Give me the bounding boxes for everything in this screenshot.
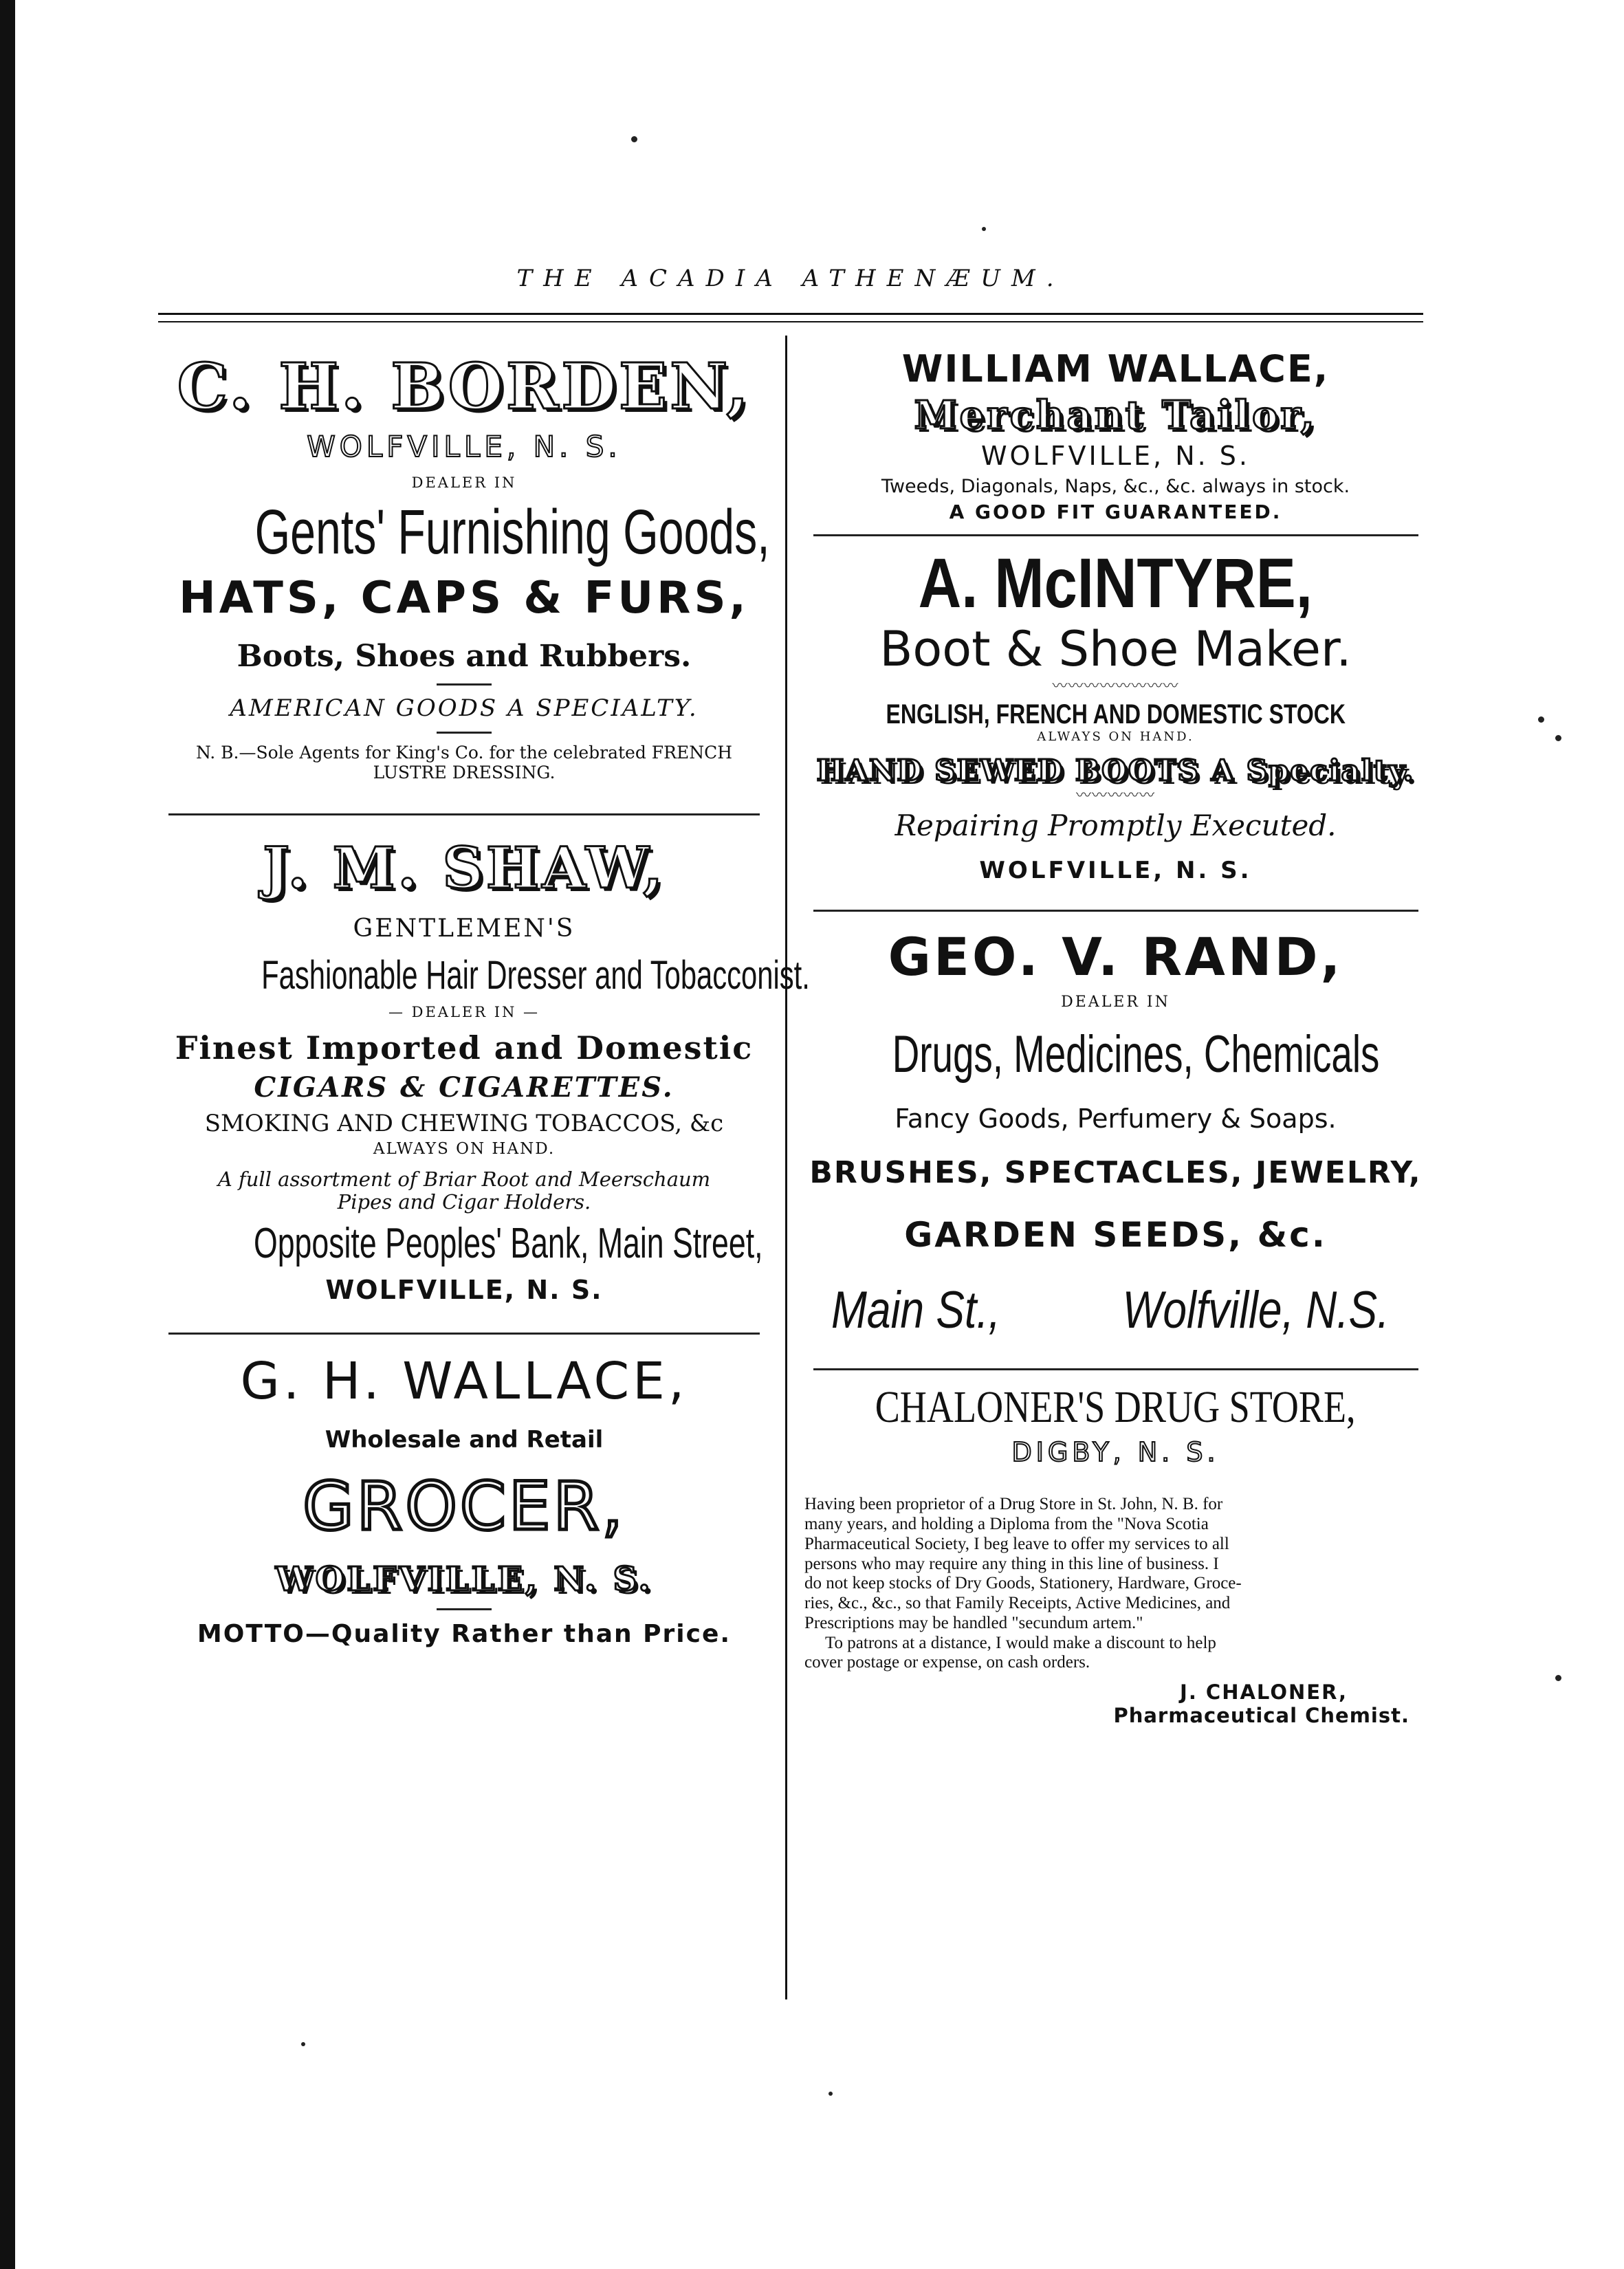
mcintyre-place: WOLFVILLE, N. S. xyxy=(979,857,1252,885)
advert-separator xyxy=(168,1333,760,1335)
ink-speck xyxy=(1555,1675,1561,1681)
chaloner-para-line: To patrons at a distance, I would make a discount to help xyxy=(825,1633,1216,1652)
shaw-assortment-1: A full assortment of Briar Root and Meerschaum xyxy=(217,1167,711,1191)
mcintyre-name: A. McINTYRE, xyxy=(918,544,1313,623)
rand-brushes: BRUSHES, SPECTACLES, JEWELRY, xyxy=(809,1155,1422,1191)
borden-line3: Boots, Shoes and Rubbers. xyxy=(237,638,692,674)
advert-borden xyxy=(155,351,773,783)
w-wallace-name: WILLIAM WALLACE, xyxy=(901,347,1330,391)
chaloner-title: Pharmaceutical Chemist. xyxy=(1113,1703,1409,1727)
borden-name: C. H. BORDEN, xyxy=(177,349,751,424)
ornament-wave: 〰〰〰〰〰 xyxy=(1075,787,1155,805)
advert-separator xyxy=(813,534,1418,536)
ink-speck xyxy=(1538,716,1544,723)
shaw-assortment-2: Pipes and Cigar Holders. xyxy=(337,1190,591,1214)
ink-speck xyxy=(301,2042,305,2046)
rand-seeds: GARDEN SEEDS, &c. xyxy=(904,1214,1327,1255)
w-wallace-place: WOLFVILLE, N. S. xyxy=(980,441,1250,472)
ink-speck xyxy=(1555,735,1561,741)
gh-wallace-motto: MOTTO—Quality Rather than Price. xyxy=(197,1620,732,1649)
gh-wallace-trade: Wholesale and Retail xyxy=(325,1425,604,1454)
borden-note-1: N. B.—Sole Agents for King's Co. for the celebrated FRENCH xyxy=(196,743,732,763)
mcintyre-hand-sewed: HAND SEWED BOOTS A Specialty. xyxy=(816,753,1415,787)
gh-wallace-grocer: GROCER, xyxy=(303,1467,626,1545)
shaw-always: ALWAYS ON HAND. xyxy=(373,1140,556,1159)
mcintyre-stock: ENGLISH, FRENCH AND DOMESTIC STOCK xyxy=(886,699,1346,730)
chaloner-para-line: Having been proprietor of a Drug Store in St. John, N. B. for xyxy=(804,1495,1223,1514)
header-rule xyxy=(158,321,1423,322)
chaloner-para-line: persons who may require any thing in this line of business. I xyxy=(804,1554,1219,1573)
shaw-name: J. M. SHAW, xyxy=(263,835,666,901)
shaw-place: WOLFVILLE, N. S. xyxy=(325,1274,603,1305)
chaloner-para-line: cover postage or expense, on cash orders. xyxy=(804,1653,1090,1672)
advert-separator xyxy=(813,1368,1418,1370)
borden-line2: HATS, CAPS & FURS, xyxy=(179,573,749,624)
ink-speck xyxy=(829,2092,833,2096)
chaloner-paragraph xyxy=(804,1495,1409,1673)
shaw-dealer: — DEALER IN — xyxy=(388,1004,540,1021)
borden-line1: Gents' Furnishing Goods, xyxy=(254,497,770,568)
gh-wallace-place: WOLFVILLE, N. S. xyxy=(275,1560,653,1599)
shaw-gent: GENTLEMEN'S xyxy=(353,914,575,943)
chaloner-para-line: do not keep stocks of Dry Goods, Stationery, Hardware, Groce- xyxy=(804,1574,1242,1593)
rand-name: GEO. V. RAND, xyxy=(888,925,1343,987)
w-wallace-trade: Merchant Tailor, xyxy=(914,393,1317,439)
mcintyre-repairing: Repairing Promptly Executed. xyxy=(895,809,1337,843)
borden-specialty: AMERICAN GOODS A SPECIALTY. xyxy=(230,694,699,723)
chaloner-para-line: ries, &c., &c., so that Family Receipts, Active Medicines, and xyxy=(804,1594,1231,1613)
rand-drugs: Drugs, Medicines, Chemicals xyxy=(892,1025,1380,1084)
advert-separator xyxy=(813,910,1418,912)
rand-dealer: DEALER IN xyxy=(1061,993,1170,1011)
shaw-cigars: CIGARS & CIGARETTES. xyxy=(254,1071,674,1104)
ornament-wave: 〰〰〰〰〰〰〰〰 xyxy=(1052,678,1179,696)
rand-fancy: Fancy Goods, Perfumery & Soaps. xyxy=(895,1103,1337,1134)
advert-separator xyxy=(168,813,760,815)
advert-chaloner xyxy=(798,1381,1434,1727)
chaloner-signature: J. CHALONER, xyxy=(1180,1680,1348,1705)
ink-speck xyxy=(982,227,986,231)
right-column xyxy=(798,337,1434,1727)
w-wallace-goods: Tweeds, Diagonals, Naps, &c., &c. always in stock. xyxy=(881,476,1350,498)
page-binding-edge xyxy=(0,0,15,2269)
left-column xyxy=(155,337,810,1649)
rand-main-st: Main St., xyxy=(831,1281,1000,1340)
shaw-trade: Fashionable Hair Dresser and Tobacconist. xyxy=(261,952,810,998)
chaloner-name: CHALONER'S DRUG STORE, xyxy=(875,1381,1356,1432)
chaloner-para-line: Pharmaceutical Society, I beg leave to offer my services to all xyxy=(804,1534,1229,1553)
borden-place: WOLFVILLE, N. S. xyxy=(307,429,622,463)
short-rule xyxy=(437,732,492,734)
advert-mcintyre xyxy=(798,543,1434,884)
chaloner-place: DIGBY, N. S. xyxy=(1011,1436,1220,1467)
running-title: THE ACADIA ATHENÆUM. xyxy=(516,265,1065,292)
chaloner-para-line: Prescriptions may be handled "secundum artem." xyxy=(804,1613,1143,1632)
short-rule xyxy=(437,683,492,686)
mcintyre-trade: Boot & Shoe Maker. xyxy=(879,620,1352,677)
mcintyre-always: ALWAYS ON HAND. xyxy=(1037,730,1194,745)
ink-speck xyxy=(631,136,637,142)
chaloner-para-line: many years, and holding a Diploma from the "Nova Scotia xyxy=(804,1515,1209,1534)
short-rule xyxy=(437,1608,492,1610)
shaw-address: Opposite Peoples' Bank, Main Street, xyxy=(253,1220,763,1268)
advert-william-wallace xyxy=(798,348,1434,523)
w-wallace-guarantee: A GOOD FIT GUARANTEED. xyxy=(949,501,1282,524)
rand-wolfville: Wolfville, N.S. xyxy=(1122,1281,1390,1340)
header-rule xyxy=(158,313,1423,315)
borden-dealer: DEALER IN xyxy=(411,474,517,492)
advert-gh-wallace xyxy=(155,1352,773,1648)
column-divider xyxy=(785,336,787,1999)
advert-shaw xyxy=(155,835,810,1306)
advert-rand xyxy=(798,927,1434,1341)
borden-note-2: LUSTRE DRESSING. xyxy=(373,763,556,783)
shaw-smoking: SMOKING AND CHEWING TOBACCOS, &c xyxy=(204,1110,724,1138)
shaw-finest: Finest Imported and Domestic xyxy=(175,1029,754,1067)
gh-wallace-name: G. H. WALLACE, xyxy=(240,1352,688,1412)
